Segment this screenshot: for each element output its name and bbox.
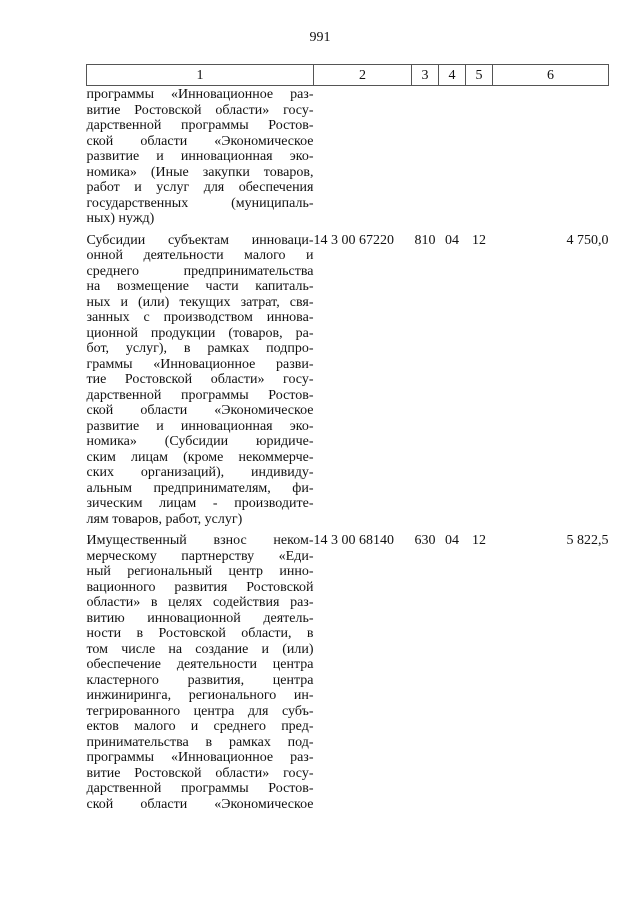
description-line: области» в целях содействия раз- <box>86 595 314 610</box>
row-rz: 04 <box>445 232 459 248</box>
description-line: лям товаров, работ, услуг) <box>86 511 243 527</box>
row-pr <box>466 86 493 227</box>
header-col-5: 5 <box>466 65 493 86</box>
description-line: программы «Инновационное раз- <box>86 87 314 102</box>
description-line: альным предпринимателям, фи- <box>86 480 314 496</box>
description-line: ных и (или) текущих затрат, свя- <box>86 294 314 310</box>
description-line: ской области «Экономическое <box>86 133 314 149</box>
row-vr: 630 <box>414 533 436 548</box>
description-line: дарственной программы Ростов- <box>86 118 314 133</box>
row-vr <box>412 86 439 227</box>
row-code <box>314 86 412 227</box>
description-line: зическим лицам - производите- <box>86 496 314 511</box>
row-sum <box>493 86 609 227</box>
description-line: номика» (Субсидии юридиче- <box>86 434 314 449</box>
header-col-3: 3 <box>412 65 439 86</box>
table-row <box>87 86 609 227</box>
description-line: Субсидии субъектам инноваци- <box>86 232 314 248</box>
description-line: витие Ростовской области» госу- <box>86 102 314 118</box>
header-col-4: 4 <box>439 65 466 86</box>
budget-table <box>86 64 609 812</box>
description-line: работ и услуг для обеспечения <box>86 180 314 195</box>
description-line: государственных (муниципаль- <box>86 195 314 211</box>
description-line: граммы «Инновационное разви- <box>86 356 314 372</box>
row-code: 14 3 00 67220 <box>313 232 394 248</box>
description-line: развитие и инновационная эко- <box>86 149 314 164</box>
row-description <box>87 227 314 528</box>
description-line: дарственной программы Ростов- <box>86 387 314 403</box>
header-col-2: 2 <box>314 65 412 86</box>
description-line: дарственной программы Ростов- <box>86 781 314 796</box>
description-line: на возмещение части капиталь- <box>86 279 314 294</box>
description-line: среднего предпринимательства <box>86 263 314 279</box>
description-line: ных) нужд) <box>86 211 155 226</box>
description-line: вационного развития Ростовской <box>86 579 314 595</box>
description-line: витию инновационной деятель- <box>86 610 314 626</box>
description-line: витие Ростовской области» госу- <box>86 765 314 781</box>
description-line: развитие и инновационная эко- <box>86 418 314 434</box>
table-body <box>87 86 609 813</box>
row-description <box>87 86 314 227</box>
description-line: инжиниринга, регионального ин- <box>86 688 314 703</box>
description-line: тегрированного центра для субъ- <box>86 703 314 719</box>
description-line: программы «Инновационное раз- <box>86 750 314 765</box>
header-col-6: 6 <box>493 65 609 86</box>
header-col-1: 1 <box>87 65 314 86</box>
description-line: ности в Ростовской области, в <box>86 626 314 641</box>
row-rz: 04 <box>445 533 459 548</box>
description-line: принимательства в рамках под- <box>86 734 314 750</box>
row-code: 14 3 00 68140 <box>313 533 394 548</box>
description-line: ционной продукции (товаров, ра- <box>86 325 314 341</box>
description-line: онной деятельности малого и <box>86 248 314 263</box>
description-line: обеспечение деятельности центра <box>86 657 314 672</box>
row-vr: 810 <box>414 232 436 248</box>
row-sum: 5 822,5 <box>566 533 609 548</box>
description-line: ской области «Экономическое <box>86 796 314 812</box>
row-sum: 4 750,0 <box>566 232 609 248</box>
description-line: ских организаций), индивиду- <box>86 465 314 480</box>
description-line: бот, услуг), в рамках подпро- <box>86 341 314 356</box>
row-pr: 12 <box>472 232 486 248</box>
description-line: Имущественный взнос неком- <box>86 533 314 548</box>
table-row <box>87 227 609 528</box>
row-description <box>87 527 314 812</box>
table-header-row <box>87 65 609 86</box>
description-line: ским лицам (кроме некоммерче- <box>86 449 314 465</box>
description-line: ектов малого и среднего пред- <box>86 719 314 734</box>
description-line: занных с производством иннова- <box>86 310 314 325</box>
page-number: 991 <box>309 30 331 45</box>
description-line: номика» (Иные закупки товаров, <box>86 164 314 180</box>
description-line: кластерного развития, центра <box>86 672 314 688</box>
description-line: мерческому партнерству «Еди- <box>86 548 314 564</box>
description-line: ской области «Экономическое <box>86 403 314 418</box>
description-line: том числе на создание и (или) <box>86 641 314 657</box>
table-row <box>87 527 609 812</box>
description-line: ный региональный центр инно- <box>86 564 314 579</box>
description-line: тие Ростовской области» госу- <box>86 372 314 387</box>
row-rz <box>439 86 466 227</box>
row-pr: 12 <box>472 533 486 548</box>
